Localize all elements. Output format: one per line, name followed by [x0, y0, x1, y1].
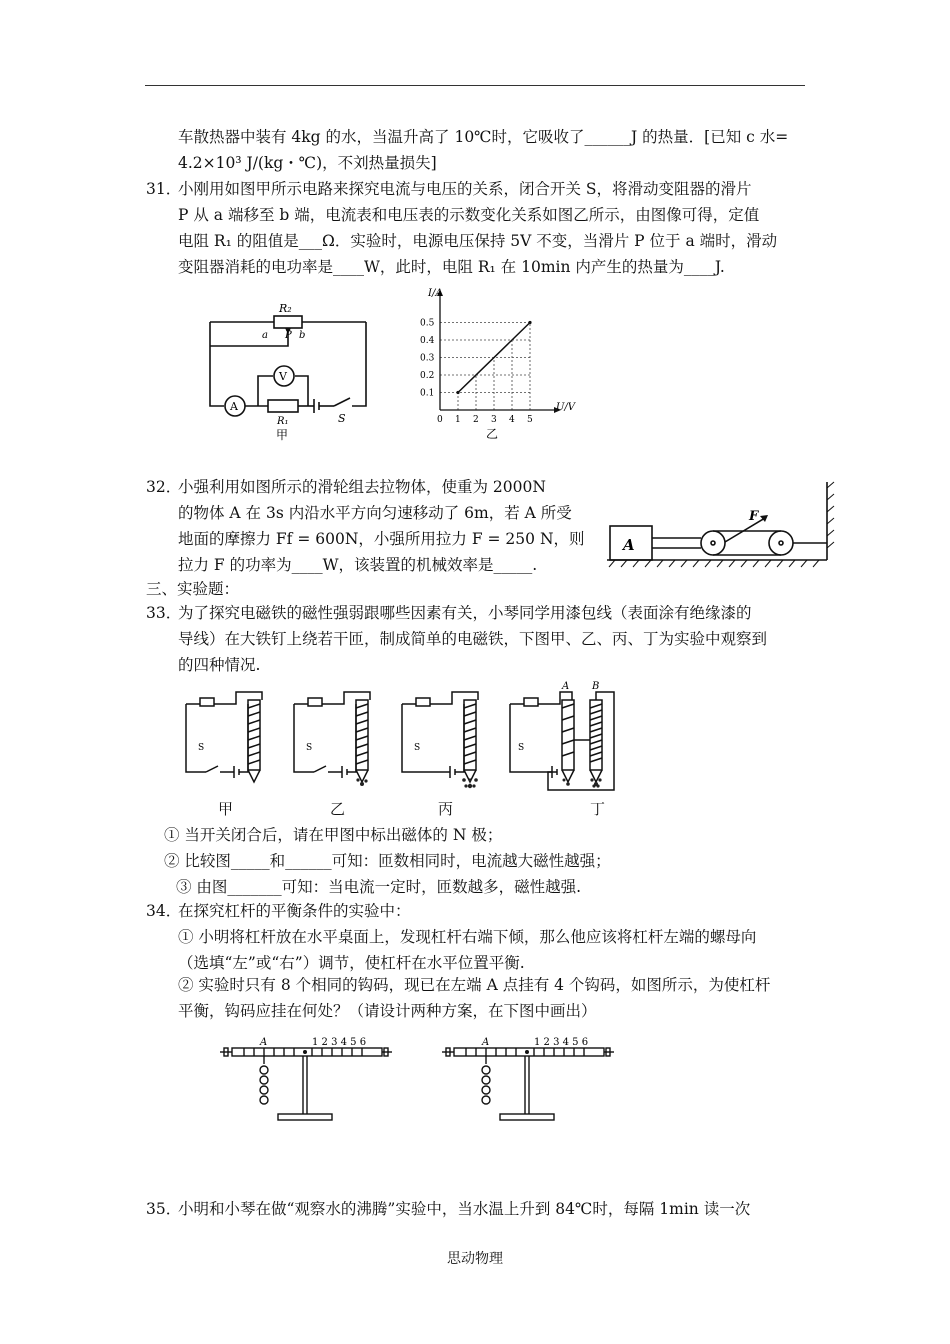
circuit-r1-label: R₁	[277, 416, 289, 427]
q31-line3: 电阻 R₁ 的阻值是___Ω．实验时，电源电压保持 5V 不变，当滑片 P 位于 a 端时，滑动	[178, 232, 778, 250]
nail-b-label: B	[592, 681, 600, 692]
section-title: 三、实验题：	[146, 580, 240, 598]
q34-number: 34．	[146, 902, 182, 920]
x-axis-label: U/V	[556, 402, 576, 413]
x-tick-label: 3	[491, 415, 497, 425]
q31-number: 31．	[146, 180, 182, 198]
lever-right-ticks: 1 2 3 4 5 6	[534, 1037, 589, 1048]
voltmeter-label: V	[279, 370, 287, 383]
q33-line2: 导线）在大铁钉上绕若干匝，制成简单的电磁铁，下图甲、乙、丙、丁为实验中观察到	[178, 630, 768, 648]
lever-left-a-label: A	[260, 1037, 268, 1048]
x-tick-label: 0	[437, 415, 443, 425]
q31-line1: 小刚用如图甲所示电路来探究电流与电压的关系，闭合开关 S，将滑动变阻器的滑片	[178, 180, 752, 198]
iu-data-point	[528, 321, 531, 324]
x-tick-label: 4	[509, 415, 515, 425]
q32-number: 32．	[146, 478, 182, 496]
electromagnet-figures	[176, 680, 636, 820]
force-f-label: F	[749, 509, 759, 524]
q33-sub3: ③ 由图_______可知：当电流一定时，匝数越多，磁性越强.	[176, 878, 582, 896]
q32-line2: 的物体 A 在 3s 内沿水平方向匀速移动了 6m，若 A 所受	[178, 504, 572, 522]
q31-line2: P 从 a 端移至 b 端，电流表和电压表的示数变化关系如图乙所示，由图像可得，定值	[178, 206, 760, 224]
page-footer: 思动物理	[447, 1251, 503, 1267]
iu-graph	[418, 286, 588, 446]
graph-caption: 乙	[486, 427, 499, 441]
q30-line2: 4.2×10³ J/(kg・℃)，不刘热量损失]	[178, 154, 437, 172]
q34-sub2b: 平衡，钩码应挂在何处？（请设计两种方案，在下图中画出）	[178, 1002, 597, 1020]
q33-line3: 的四种情况.	[178, 656, 261, 674]
pulley-diagram	[605, 478, 845, 572]
circuit-switch-label: S	[338, 412, 346, 425]
switch-label-bing: S	[414, 743, 421, 753]
switch-label-yi: S	[306, 743, 313, 753]
q31-line4: 变阻器消耗的电功率是____W，此时，电阻 R₁ 在 10min 内产生的热量为____J.	[178, 258, 725, 276]
block-a-label: A	[623, 536, 635, 554]
header-rule	[145, 85, 805, 86]
circuit-caption: 甲	[276, 428, 289, 442]
ammeter-label: A	[230, 400, 238, 413]
q32-line4: 拉力 F 的功率为____W，该装置的机械效率是_____.	[178, 556, 538, 574]
magnet-caption-yi: 乙	[330, 800, 346, 818]
switch-label-ding: S	[518, 743, 525, 753]
y-tick-label: 0.4	[420, 336, 435, 346]
lever-left-ticks: 1 2 3 4 5 6	[312, 1037, 367, 1048]
circuit-b-label: b	[299, 330, 306, 341]
lever-right-a-label: A	[482, 1037, 490, 1048]
circuit-p-label: P	[285, 330, 292, 341]
circuit-a-label: a	[262, 330, 268, 341]
circuit-diagram	[200, 298, 380, 448]
nail-a-label: A	[562, 681, 570, 692]
q33-number: 33．	[146, 604, 182, 622]
magnet-caption-jia: 甲	[218, 800, 234, 818]
y-tick-label: 0.1	[420, 388, 435, 399]
magnet-caption-ding: 丁	[590, 800, 606, 818]
iu-data-point	[456, 391, 459, 394]
circuit-r2-label: R₂	[279, 302, 292, 315]
x-tick-label: 2	[473, 415, 479, 425]
magnet-caption-bing: 丙	[438, 800, 454, 818]
q32-line3: 地面的摩擦力 Ff = 600N，小强所用拉力 F = 250 N，则	[178, 530, 585, 548]
q30-line1: 车散热器中装有 4kg 的水，当温升高了 10℃时，它吸收了______J 的热量．[已知 c 水=	[178, 128, 789, 146]
y-axis-label: I/A	[428, 288, 443, 299]
switch-label-jia: S	[198, 743, 205, 753]
q33-sub1: ① 当开关闭合后，请在甲图中标出磁体的 N 极；	[164, 826, 503, 844]
y-tick-label: 0.3	[420, 353, 435, 364]
q34-sub1a: ① 小明将杠杆放在水平桌面上，发现杠杆右端下倾，那么他应该将杠杆左端的螺母向	[178, 928, 757, 946]
lever-figure-right	[436, 1032, 616, 1128]
y-tick-label: 0.5	[420, 318, 435, 329]
y-tick-label: 0.2	[420, 371, 435, 381]
q35-line1: 小明和小琴在做“观察水的沸腾”实验中，当水温上升到 84℃时，每隔 1min 读一次	[178, 1200, 751, 1218]
q34-sub2a: ② 实验时只有 8 个相同的钩码，现已在左端 A 点挂有 4 个钩码，如图所示，为使杠杆	[178, 976, 771, 994]
q34-sub1b: （选填“左”或“右”）调节，使杠杆在水平位置平衡.	[178, 954, 525, 972]
x-tick-label: 1	[455, 415, 461, 425]
q32-line1: 小强利用如图所示的滑轮组去拉物体，使重为 2000N	[178, 478, 546, 496]
lever-figure-left	[214, 1032, 394, 1128]
q34-line1: 在探究杠杆的平衡条件的实验中：	[178, 902, 411, 920]
q35-number: 35．	[146, 1200, 182, 1218]
q33-line1: 为了探究电磁铁的磁性强弱跟哪些因素有关，小琴同学用漆包线（表面涂有绝缘漆的	[178, 604, 752, 622]
x-tick-label: 5	[527, 415, 533, 425]
q33-sub2: ② 比较图_____和______可知：匝数相同时，电流越大磁性越强；	[164, 852, 611, 870]
